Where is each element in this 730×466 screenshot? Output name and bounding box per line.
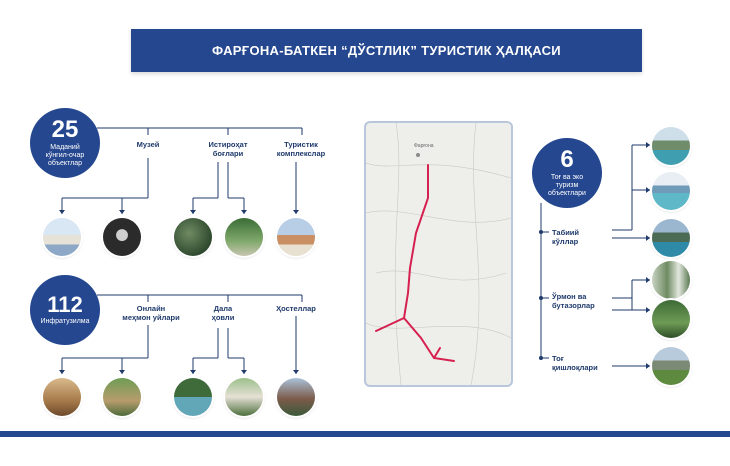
cultural-objects-caption: Маданий кўнгил-очар объектлар [45, 144, 85, 167]
park-photo [174, 218, 212, 256]
forest-photo-2 [652, 300, 690, 338]
infrastructure-badge [30, 275, 100, 345]
eco-objects-badge [532, 138, 602, 208]
infrastructure-caption: Инфратузилма [40, 318, 90, 325]
category-museum: Музей [136, 140, 160, 149]
hostel-photo [277, 378, 315, 416]
category-forests: Ўрмон ва бутазорлар [552, 292, 595, 310]
category-online-guest-houses: Онлайн меҳмон уйлари [122, 304, 180, 322]
guest-house-garden-photo [103, 378, 141, 416]
guest-house-photo [43, 378, 81, 416]
museum-interior-photo [103, 218, 141, 256]
dacha-photo [174, 378, 212, 416]
lake-photo-3 [652, 219, 690, 257]
eco-objects-caption: Тоғ ва эко туризм объектлари [548, 174, 586, 197]
bottom-bar [0, 431, 730, 437]
dacha-house-photo [225, 378, 263, 416]
category-natural-lakes: Табиий кўллар [552, 228, 580, 246]
lake-photo-2 [652, 172, 690, 210]
route-map-drawing [366, 123, 511, 385]
cultural-objects-number: 25 [51, 116, 79, 143]
page-title: ФАРҒОНА-БАТКЕН “ДЎСТЛИК” ТУРИСТИК ҲАЛҚАСИ [212, 43, 561, 58]
infrastructure-number: 112 [47, 292, 83, 317]
map-city-label: Фарғона [414, 143, 434, 149]
category-hostels: Ҳостеллар [276, 304, 316, 313]
mountain-village-photo [652, 347, 690, 385]
forest-photo [652, 261, 690, 299]
category-tourist-complexes: Туристик комплекслар [276, 140, 326, 158]
park-alley-photo [225, 218, 263, 256]
eco-objects-number: 6 [560, 146, 574, 173]
lake-photo [652, 127, 690, 165]
category-mountain-villages: Тоғ қишлоқлари [552, 354, 598, 372]
museum-photo [43, 218, 81, 256]
category-parks: Истироҳат боғлари [208, 140, 248, 158]
cultural-objects-badge [30, 108, 100, 178]
tourist-complex-photo [277, 218, 315, 256]
route-map [364, 121, 513, 387]
category-dacha: Дала ҳовли [211, 304, 235, 322]
